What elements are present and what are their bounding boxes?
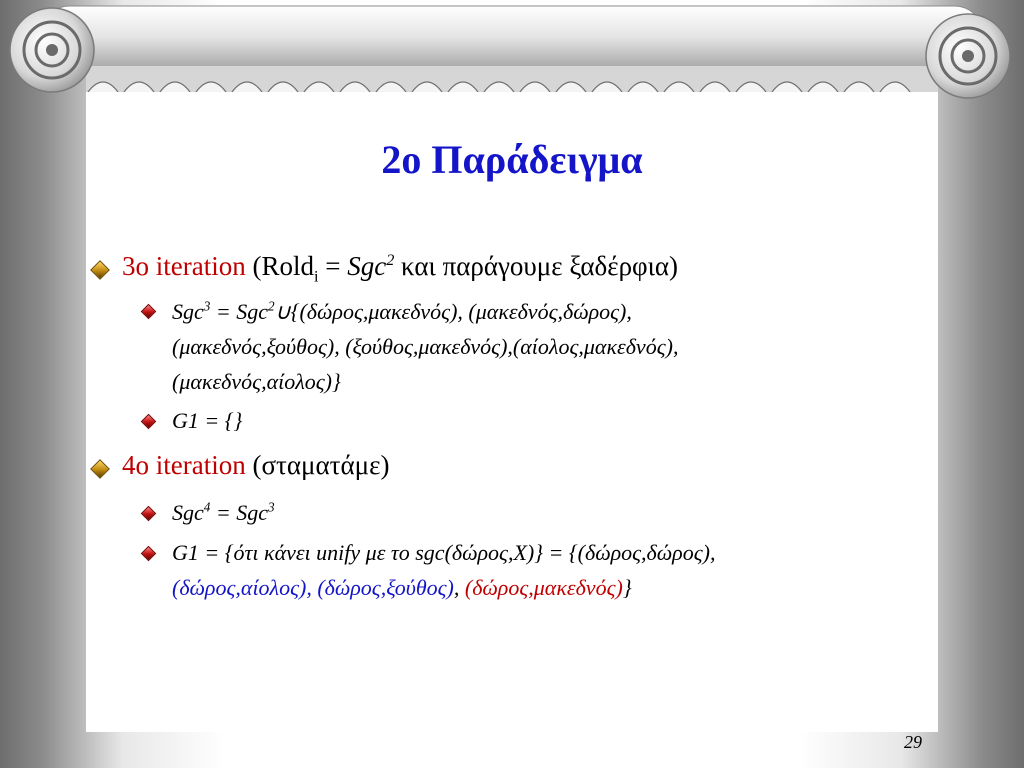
g1-empty: G1 = {} — [172, 408, 243, 433]
sgc4-definition: Sgc$^4$ = Sgc$^3$ — [172, 499, 275, 525]
slide-title: 2ο Παράδειγμα — [381, 137, 643, 182]
bullet-iteration-3: 3ο iteration (Rold$_i$ = Sgc$^2$ και παράγουμε ξαδέρφια) — [122, 251, 679, 286]
sgc3-definition: Sgc$^3$ = Sgc$^2$∪{(δώρος,μακεδνός), (μακεδνός,δώρος), (μακεδνός,ξούθος), (ξούθος,μακεδνός),(αίολος,μακεδνός), (μακεδνός,αίολος)} — [172, 298, 679, 394]
bullet-iteration-4: 4ο iteration (σταματάμε) — [122, 450, 390, 480]
iteration-label: 3ο iteration — [122, 251, 246, 281]
iteration-label: 4ο iteration — [122, 450, 246, 480]
page-number: 29 — [904, 732, 922, 752]
g1-unify-result: G1 = {ότι κάνει unify με το sgc(δώρος,X)} = {(δώρος,δώρος), (δώρος,αίολος), (δώρος,ξούθος), (δώρος,μακεδνός)} — [172, 540, 716, 600]
